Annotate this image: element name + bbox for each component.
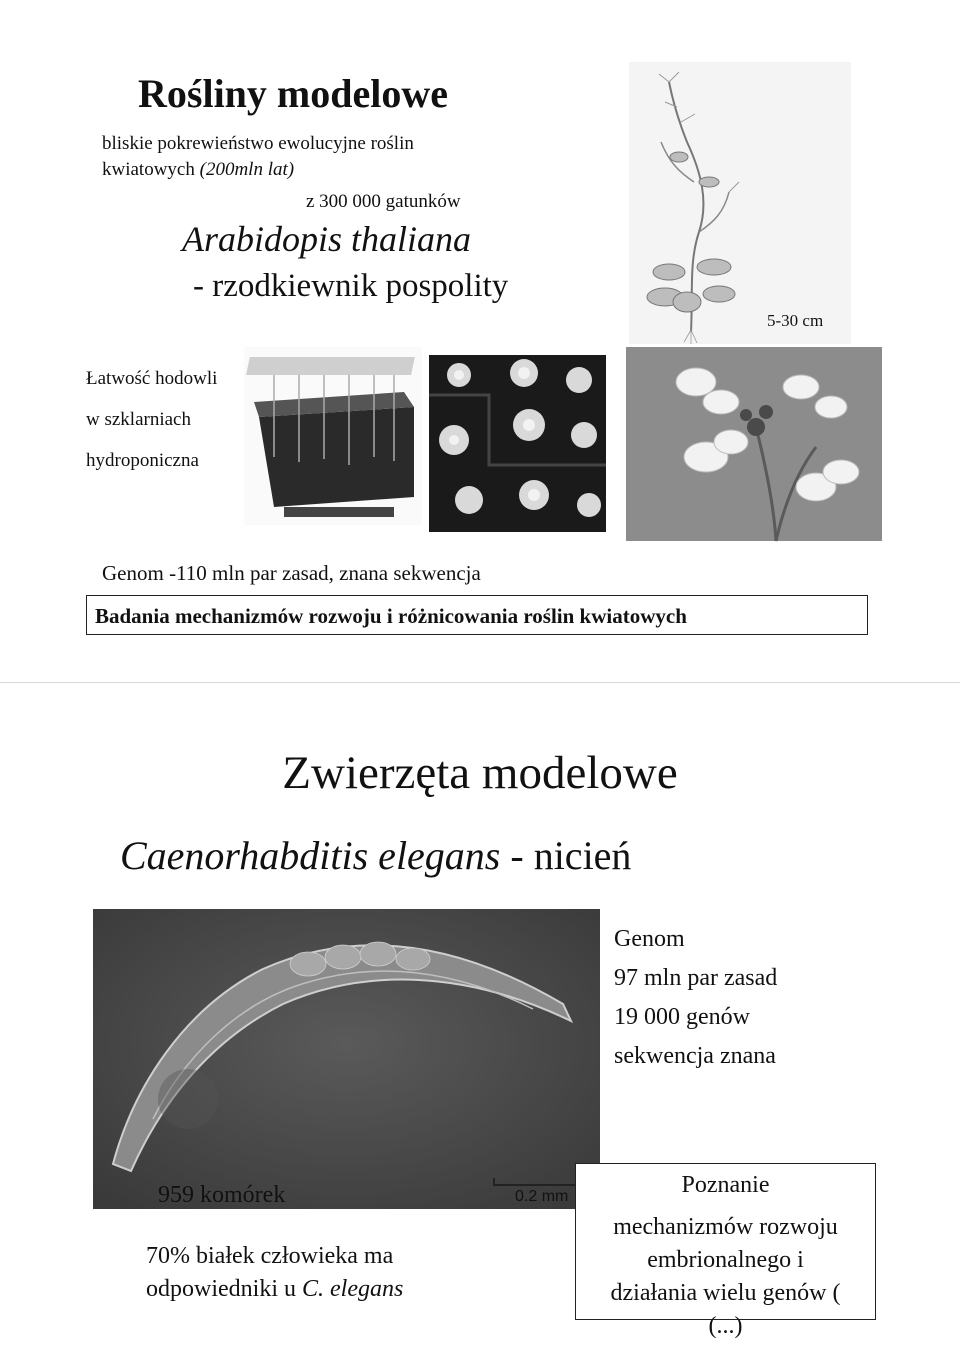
evolution-line-2 (102, 159, 294, 181)
plant-genome-info: Genom -110 mln par zasad, znana sekwencja (102, 561, 481, 585)
protein-line-2-text: odpowiedniki u (146, 1276, 302, 1302)
c-elegans-micrograph (93, 909, 600, 1209)
flower-photo (626, 347, 882, 541)
sequence-status: sekwencja znana (614, 1043, 776, 1069)
discovery-heading: Poznanie (681, 1172, 770, 1198)
slide-title-plants: Rośliny modelowe (138, 71, 448, 116)
discovery-line-2: embrionalnego i (647, 1247, 804, 1273)
worm-genome-stats (614, 920, 777, 1076)
animal-species-line (120, 832, 631, 879)
protein-homology-text (146, 1240, 403, 1306)
arabidopsis-drawing (629, 62, 851, 344)
hydroponic-tray-photo (244, 347, 422, 525)
genome-size: 97 mln par zasad (614, 965, 778, 991)
slide-divider (0, 682, 960, 683)
discovery-line-1: mechanizmów rozwoju (613, 1214, 838, 1240)
discovery-box (575, 1163, 876, 1339)
discovery-line-4: (...) (708, 1313, 743, 1339)
discovery-body (576, 1211, 875, 1343)
cultivation-line-3: hydroponiczna (86, 450, 199, 471)
genome-heading: Genom (614, 926, 685, 952)
evolution-line-2-text: kwiatowych (102, 159, 200, 180)
plant-size-label: 5-30 cm (767, 311, 824, 330)
rosette-plants-photo (429, 355, 606, 532)
evolution-line-1: bliskie pokrewieństwo ewolucyjne roślin (102, 133, 414, 154)
protein-line-1: 70% białek człowieka ma (146, 1243, 394, 1269)
protein-line-2 (146, 1273, 403, 1306)
plant-species-name: Arabidopis thaliana (182, 219, 472, 259)
cell-count: 959 komórek (158, 1182, 286, 1208)
animal-common-name: - nicień (500, 833, 632, 878)
cultivation-line-2: w szklarniach (86, 409, 191, 430)
gene-count: 19 000 genów (614, 1004, 750, 1030)
evolution-age: (200mln lat) (199, 159, 295, 180)
scale-bar-label: 0.2 mm (515, 1188, 569, 1205)
species-count: z 300 000 gatunków (306, 191, 461, 212)
protein-species-abbrev: C. elegans (302, 1276, 404, 1302)
cultivation-line-1: Łatwość hodowli (86, 368, 218, 389)
plant-common-name: - rzodkiewnik pospolity (193, 268, 509, 304)
animal-species-name: Caenorhabditis elegans (120, 833, 501, 878)
plant-research-box: Badania mechanizmów rozwoju i różnicowania roślin kwiatowych (86, 595, 868, 635)
discovery-line-3: działania wielu genów ( (610, 1280, 841, 1306)
slide-title-animals: Zwierzęta modelowe (282, 747, 678, 799)
